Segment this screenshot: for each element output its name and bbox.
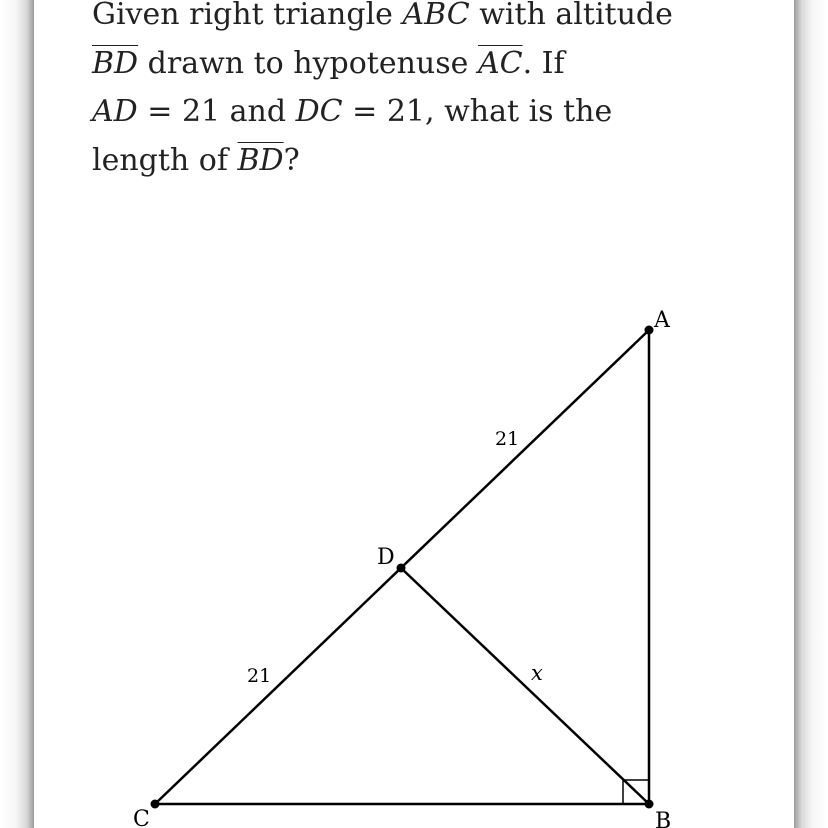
vertex-a-point [645,326,654,335]
length-ad-label: 21 [495,428,520,450]
problem-text-2: with altitude [469,0,673,32]
value-ad: 21 [181,94,221,129]
segment-ad-name: AD [92,94,138,129]
vertex-b-point [645,800,654,809]
and-text: and [220,94,296,129]
segment-dc-name: DC [295,94,343,129]
equals-1: = [137,94,182,129]
vertex-a-label: A [654,308,670,333]
question-mark: ? [283,142,300,178]
problem-text-1: Given right triangle [92,0,403,32]
length-bd-label: x [531,661,543,685]
vertex-c-point [151,800,160,809]
segment-ac: $\overline{AC}$ [477,45,523,81]
problem-text-4: . If [522,45,565,81]
vertex-b-label: B [655,809,672,828]
problem-text-6: length of [92,142,238,178]
altitude-bd [401,568,649,804]
segment-bd: $\overline{BD}$ [92,45,139,81]
length-dc-label: 21 [247,665,272,687]
equals-2: = [342,94,387,129]
vertex-d-point [397,564,406,573]
triangle-name: ABC [402,0,470,32]
problem-text-5: , what is the [425,94,613,129]
segment-bd-question: $\overline{BD}$ [237,142,284,178]
value-dc: 21 [386,94,426,129]
problem-text-3: drawn to hypotenuse [138,45,478,81]
vertex-d-label: D [377,545,395,570]
vertex-c-label: C [133,807,150,828]
